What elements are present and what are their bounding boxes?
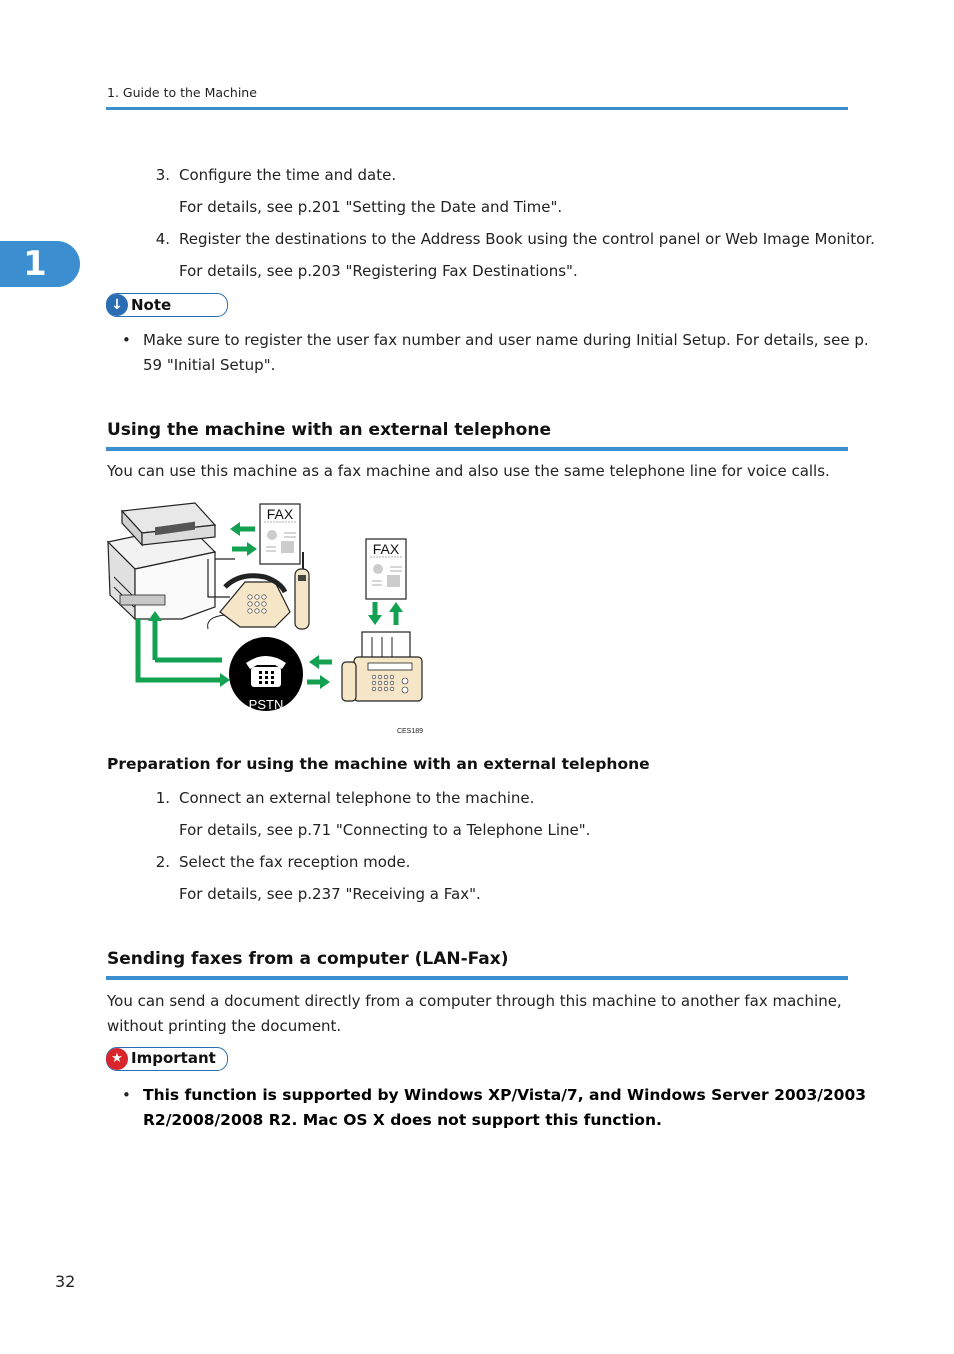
printer-illustration	[108, 503, 235, 619]
bullet-dot: •	[122, 331, 131, 349]
step-text: Select the fax reception mode.	[179, 853, 411, 871]
note-text-line1: Make sure to register the user fax number and user name during Initial Setup. For details, see p.	[143, 331, 869, 349]
bullet-dot: •	[122, 1086, 131, 1104]
running-header: 1. Guide to the Machine	[107, 85, 257, 100]
section-intro-line1: You can send a document directly from a computer through this machine to another fax machine,	[107, 992, 842, 1010]
step-detail: For details, see p.203 "Registering Fax Destinations".	[179, 262, 578, 280]
lines-printer-pstn	[138, 611, 230, 687]
section-heading-lan-fax: Sending faxes from a computer (LAN-Fax)	[107, 949, 509, 969]
section-intro: You can use this machine as a fax machine and also use the same telephone line for voice calls.	[107, 462, 830, 480]
step-text: Connect an external telephone to the machine.	[179, 789, 535, 807]
arrows-printer-fax	[230, 522, 257, 556]
section-rule	[106, 976, 848, 980]
fax-label-2: FAX	[372, 541, 400, 557]
step-number: 4.	[155, 230, 170, 248]
important-label: Important	[131, 1049, 216, 1067]
step-detail: For details, see p.201 "Setting the Date and Time".	[179, 198, 563, 216]
chapter-number: 1	[23, 244, 47, 284]
arrows-fax-vertical	[368, 602, 403, 625]
arrows-pstn-fax	[307, 655, 332, 689]
important-text-line2: R2/2008/2008 R2. Mac OS X does not support this function.	[143, 1111, 662, 1129]
fax-connection-illustration	[100, 497, 440, 742]
pstn-label: PSTN	[248, 697, 284, 712]
star-icon: ★	[106, 1048, 128, 1070]
section-heading-external-telephone: Using the machine with an external telephone	[107, 420, 551, 440]
section-rule	[106, 447, 848, 451]
step-detail: For details, see p.237 "Receiving a Fax".	[179, 885, 481, 903]
header-rule	[106, 107, 848, 110]
figure-code: CES189	[396, 728, 424, 735]
important-text-line1: This function is supported by Windows XP/Vista/7, and Windows Server 2003/2003	[143, 1086, 867, 1104]
page-number: 32	[55, 1272, 76, 1291]
arrow-down-icon: ↓	[106, 294, 128, 316]
step-number: 3.	[155, 166, 170, 184]
step-text: Configure the time and date.	[179, 166, 397, 184]
note-text-line2: 59 "Initial Setup".	[143, 356, 276, 374]
note-label: Note	[131, 296, 172, 314]
section-intro-line2: without printing the document.	[107, 1017, 342, 1035]
step-number: 1.	[155, 789, 170, 807]
step-text: Register the destinations to the Address Book using the control panel or Web Image Monitor.	[179, 230, 875, 248]
fax-label-1: FAX	[266, 506, 294, 522]
step-detail: For details, see p.71 "Connecting to a Telephone Line".	[179, 821, 591, 839]
fax-machine-illustration	[342, 632, 422, 701]
subheading-preparation: Preparation for using the machine with an external telephone	[107, 755, 650, 773]
step-number: 2.	[155, 853, 170, 871]
